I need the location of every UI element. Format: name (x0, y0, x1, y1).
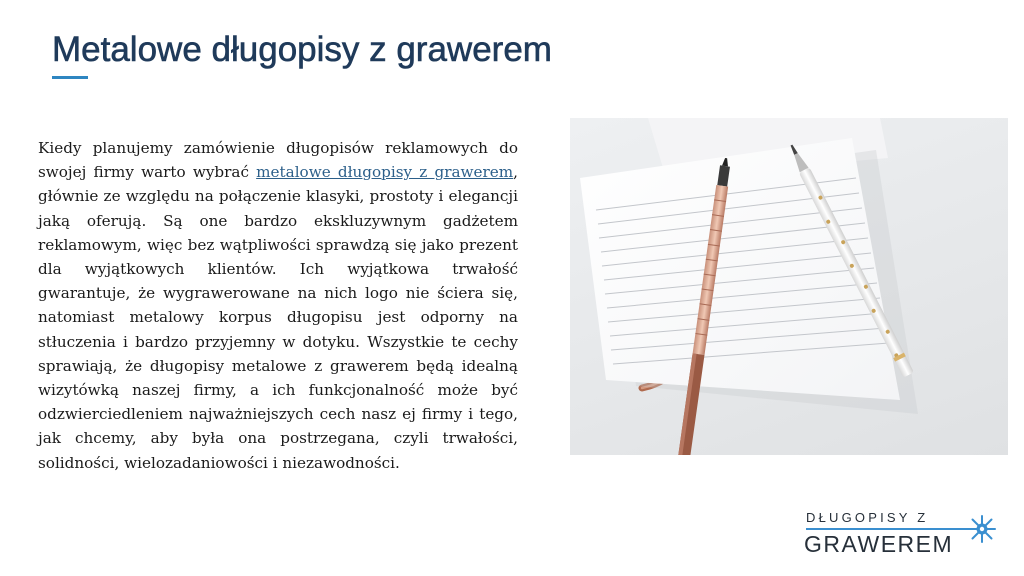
title-underline (52, 76, 88, 79)
product-photo (570, 118, 1008, 455)
logo-top-text: DŁUGOPISY Z (806, 510, 929, 525)
product-link[interactable]: metalowe długopisy z grawerem (256, 163, 514, 182)
body-paragraph (38, 136, 518, 475)
logo-divider (806, 528, 982, 530)
brand-logo (800, 510, 1000, 556)
logo-bottom-text: GRAWEREM (804, 531, 954, 557)
sparkle-icon (966, 513, 998, 545)
page-title: Metalowe długopisy z grawerem (52, 30, 552, 69)
paragraph-text-end: , głównie ze względu na połączenie klasyki, prostoty i elegancji jaką oferują. Są one bardzo ekskluzywnym gadżetem reklamowym, więc bez wątpliwości sprawdzą się jako prezent dla wyjątkowych klientów. Ich wyjątkowa trwałość gwarantuje, że wygrawerowane na nich logo nie ściera się, natomiast metalowy korpus długopisu jest odporny na stłuczenia i bardzo przyjemny w dotyku. Wszystkie te cechy sprawiają, że długopisy metalowe z grawerem będą idealną wizytówką naszej firmy, a ich funkcjonalność może być odzwierciedleniem najważniejszych cech nasz ej firmy i tego, jak chcemy, aby była ona postrzegana, czyli trwałości, solidności, wielozadaniowości i niezawodności. (38, 163, 518, 472)
paragraph-text-start: Kiedy planujemy zamówienie długopisów reklamowych do swojej firmy warto wybrać (38, 139, 518, 182)
notebook-pens-illustration (570, 118, 1008, 455)
